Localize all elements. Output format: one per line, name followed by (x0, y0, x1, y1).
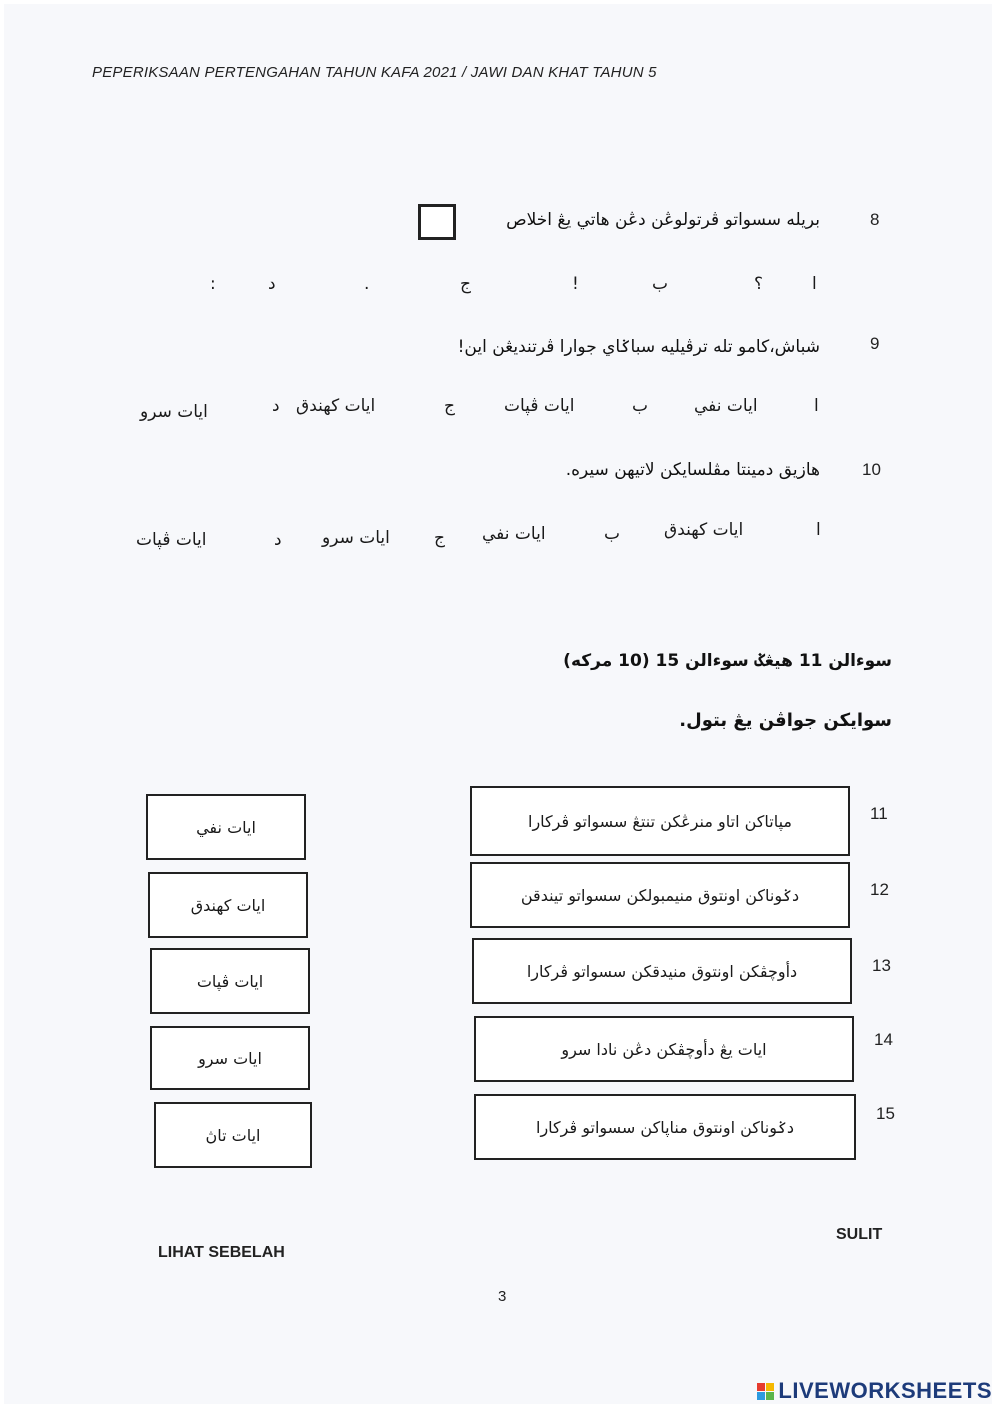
option-letter: ج (460, 274, 471, 294)
option-text[interactable]: ! (572, 274, 579, 294)
statement-number: 12 (870, 880, 889, 899)
option-letter: ا (816, 520, 821, 540)
section-title: سوءالن 11 هيڠݢ سوءالن 15 (10 مركه) (563, 651, 892, 671)
statement-number: 15 (876, 1104, 895, 1123)
question-number: 9 (870, 334, 880, 353)
exam-header: PEPERIKSAAN PERTENGAHAN TAHUN KAFA 2021 / JAWI DAN KHAT TAHUN 5 (92, 64, 657, 81)
statement-number: 13 (872, 956, 891, 975)
match-statement-box[interactable]: دأوچڤكن اونتوق منيدقكن سسواتو ڤركارا (472, 938, 852, 1004)
option-text[interactable]: ايات نفي (482, 524, 546, 544)
page-number: 3 (498, 1288, 507, 1305)
option-letter: د (272, 396, 280, 416)
question-text: شباش،كامو تله ترڤيليه سباݢاي جوارا ڤرتنديڠن اين! (457, 337, 820, 357)
option-text[interactable]: ايات كهندق (664, 520, 744, 540)
question-text: هازيق دمينتا مڤلسايكن لاتيهن سيره. (565, 460, 820, 480)
brand-name: LIVEWORKSHEETS (778, 1378, 992, 1403)
answer-box[interactable] (418, 204, 456, 240)
option-text[interactable]: ايات نفي (694, 396, 758, 416)
option-letter: د (274, 530, 282, 550)
liveworksheets-logo (757, 1378, 992, 1404)
match-answer-box[interactable]: ايات كهندق (148, 872, 308, 938)
logo-icon (757, 1383, 774, 1400)
option-letter: ا (814, 396, 819, 416)
option-text[interactable]: . (364, 274, 370, 294)
match-statement-box[interactable]: ايات يڠ دأوچڤكن دڠن نادا سرو (474, 1016, 854, 1082)
option-text[interactable]: ايات ڤڽات (136, 530, 207, 550)
option-text[interactable]: ايات ڤڽات (504, 396, 575, 416)
option-letter: ب (632, 396, 649, 416)
footer-left: LIHAT SEBELAH (158, 1244, 285, 1261)
option-letter: ج (434, 528, 445, 548)
match-answer-box[interactable]: ايات تاڽ (154, 1102, 312, 1168)
footer-right: SULIT (836, 1226, 883, 1243)
match-statement-box[interactable]: مڽاتاكن اتاو منرڠكن تنتڠ سسواتو ڤركارا (470, 786, 850, 856)
match-answer-box[interactable]: ايات سرو (150, 1026, 310, 1090)
match-statement-box[interactable]: دݢوناكن اونتوق منيمبولكن سسواتو تيندقن (470, 862, 850, 928)
question-number: 8 (870, 210, 880, 229)
statement-number: 14 (874, 1030, 893, 1049)
option-text[interactable]: ايات كهندق (296, 396, 376, 416)
option-letter: ب (652, 274, 669, 294)
option-text[interactable]: : (210, 274, 216, 294)
option-letter: د (268, 274, 276, 294)
option-letter: ج (444, 396, 455, 416)
option-letter: ا (812, 274, 817, 294)
match-answer-box[interactable]: ايات ڤڽات (150, 948, 310, 1014)
option-text[interactable]: ؟ (754, 274, 764, 294)
statement-number: 11 (870, 804, 888, 823)
question-number: 10 (862, 460, 881, 479)
match-statement-box[interactable]: دݢوناكن اونتوق مناڽاكن سسواتو ڤركارا (474, 1094, 856, 1160)
option-text[interactable]: ايات سرو (322, 528, 390, 548)
question-text: بريله سسواتو ڤرتولوڠن دڠن هاتي يڠ اخلاص (506, 210, 820, 230)
match-answer-box[interactable]: ايات نفي (146, 794, 306, 860)
section-instruction: سوايكن جواڤن يڠ بتول. (679, 710, 892, 731)
worksheet-page (4, 4, 992, 1404)
option-text[interactable]: ايات سرو (140, 402, 208, 422)
option-letter: ب (604, 524, 621, 544)
